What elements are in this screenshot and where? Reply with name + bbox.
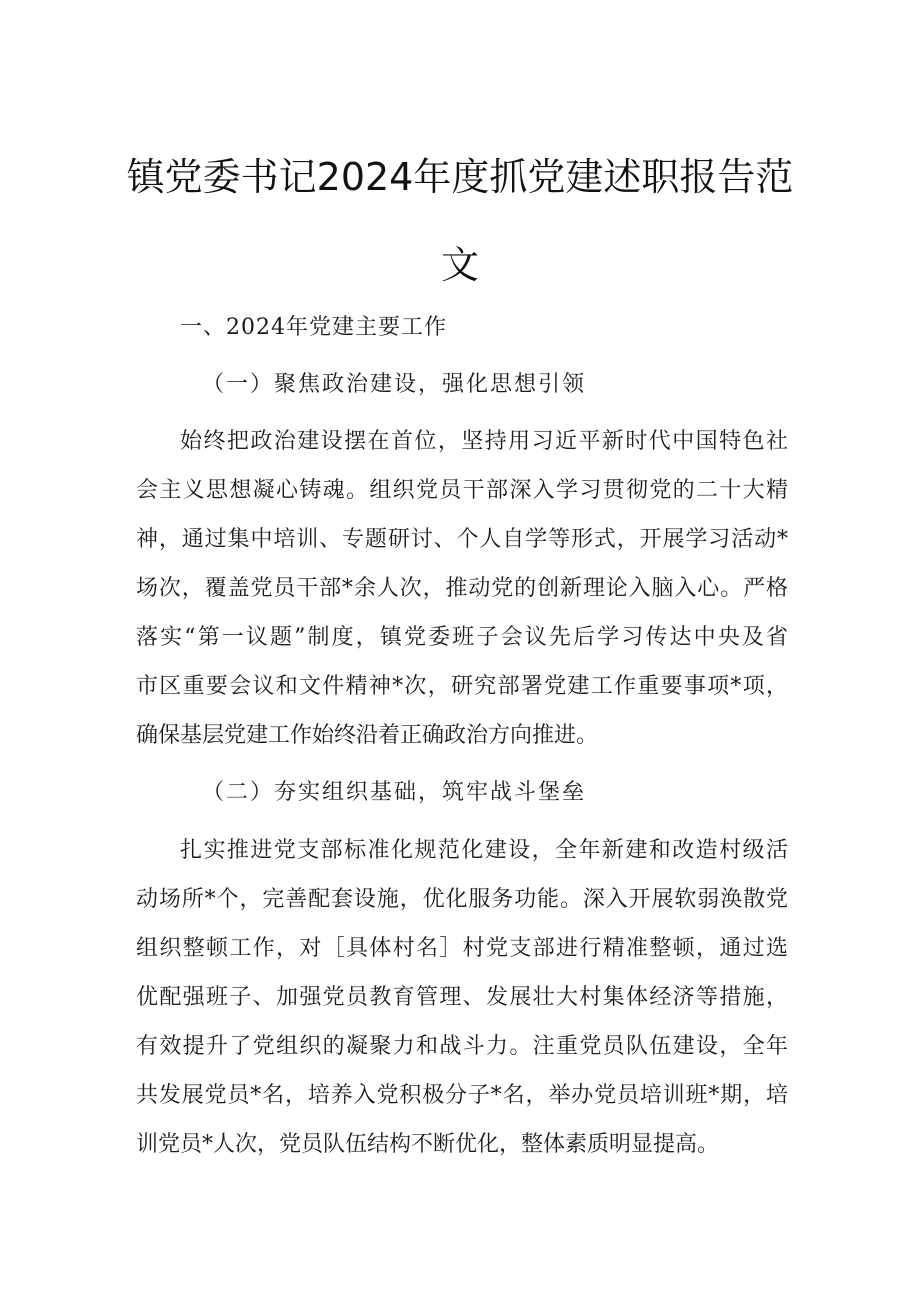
paragraph-1-line: 会主义思想凝心铸魂。组织党员干部深入学习贯彻党的二十大精 [136, 478, 788, 503]
paragraph-1-line: 始终把政治建设摆在首位，坚持用习近平新时代中国特色社 [180, 429, 788, 454]
paragraph-1-line: 神，通过集中培训、专题研讨、个人自学等形式，开展学习活动* [136, 527, 788, 552]
paragraph-2-line: 训党员*人次，党员队伍结构不断优化，整体素质明显提高。 [136, 1132, 720, 1157]
document-title-line-2: 文 [440, 243, 479, 287]
paragraph-2-line: 有效提升了党组织的凝聚力和战斗力。注重党员队伍建设，全年 [136, 1034, 788, 1059]
paragraph-1-line: 场次，覆盖党员干部*余人次，推动党的创新理论入脑入心。严格 [136, 576, 788, 601]
subsection-heading-1: （一）聚焦政治建设，强化思想引领 [202, 372, 587, 397]
paragraph-2-line: 优配强班子、加强党员教育管理、发展壮大村集体经济等措施， [136, 985, 788, 1010]
paragraph-2-line: 共发展党员*名，培养入党积极分子*名，举办党员培训班*期，培 [136, 1083, 788, 1108]
paragraph-2-line: 扎实推进党支部标准化规范化建设，全年新建和改造村级活 [180, 838, 788, 863]
paragraph-1-line: 确保基层党建工作始终沿着正确政治方向推进。 [136, 723, 599, 748]
subsection-heading-2: （二）夯实组织基础，筑牢战斗堡垒 [202, 780, 587, 805]
document-title-line-1: 镇党委书记2024年度抓党建述职报告范 [126, 155, 794, 199]
paragraph-2-line: 动场所*个，完善配套设施，优化服务功能。深入开展软弱涣散党 [136, 887, 788, 912]
paragraph-1-line: 市区重要会议和文件精神*次，研究部署党建工作重要事项*项， [136, 674, 788, 699]
section-heading: 一、2024年党建主要工作 [180, 315, 447, 340]
paragraph-1-line: 落实“第一议题”制度，镇党委班子会议先后学习传达中央及省 [136, 625, 788, 650]
paragraph-2-line: 组织整顿工作，对［具体村名］村党支部进行精准整顿，通过选 [136, 936, 788, 961]
